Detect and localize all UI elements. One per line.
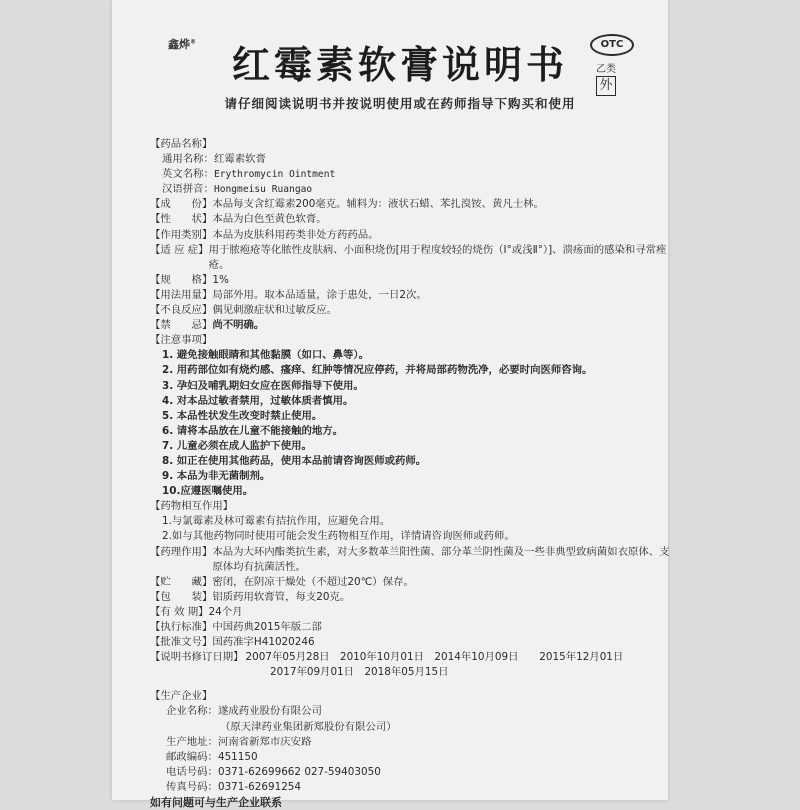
field-label: 邮政编码： — [166, 750, 218, 763]
section-drug-name: 【药品名称】 — [150, 138, 213, 150]
field-row — [150, 228, 670, 243]
list-item: 1. 避免接触眼睛和其他黏膜（如口、鼻等）。 — [162, 349, 370, 362]
page-title: 红霉素软膏说明书 — [231, 42, 568, 87]
fax-row — [150, 780, 670, 795]
field-value: 451150 — [217, 750, 258, 763]
field-value: Hongmeisu Ruangao — [213, 184, 313, 196]
list-item: 6. 请将本品放在儿童不能接触的地方。 — [162, 424, 344, 437]
field-label: 汉语拼音： — [162, 183, 214, 196]
field-label: 【作用类别】 — [150, 228, 213, 241]
section-precautions: 【注意事项】 — [150, 334, 213, 347]
field-value: 密闭，在阴凉干燥处（不超过20℃）保存。 — [212, 575, 414, 588]
field-value: 1% — [212, 273, 229, 286]
list-item: 4. 对本品过敏者禁用，过敏体质者慎用。 — [162, 394, 354, 407]
list-item: 10.应遵医嘱使用。 — [162, 485, 254, 498]
field-label: 【适 应 症】 — [150, 243, 209, 256]
field-label: 【批准文号】 — [150, 636, 213, 649]
field-label: 电话号码： — [166, 765, 218, 778]
field-row — [150, 243, 670, 273]
postcode-row — [150, 750, 670, 765]
generic-name-row — [150, 152, 670, 167]
field-value: 国药准字H41020246 — [212, 636, 315, 649]
field-row — [150, 318, 670, 333]
revision-label: 【说明书修订日期】 — [150, 651, 244, 664]
field-row — [150, 620, 670, 635]
field-value: 红霉素软膏 — [213, 153, 266, 166]
field-value: 0371-62699662 027-59403050 — [217, 765, 381, 778]
field-value: 本品每支含红霉素200毫克。辅料为：液状石蜡、苯扎溴铵、黄凡士林。 — [212, 198, 544, 211]
field-label: 【禁 忌】 — [150, 319, 213, 332]
field-label: 英文名称： — [162, 168, 214, 181]
address-row — [150, 735, 670, 750]
section-manufacturer: 【生产企业】 — [150, 690, 213, 703]
list-item: 9. 本品为非无菌制剂。 — [162, 470, 271, 483]
field-row — [150, 545, 670, 575]
field-value: 本品为白色至黄色软膏。 — [212, 213, 327, 226]
field-label: 【成 份】 — [150, 198, 213, 211]
list-item: 2.如与其他药物同时使用可能会发生药物相互作用，详情请咨询医师或药师。 — [162, 530, 515, 543]
list-item: 1.与氯霉素及林可霉素有拮抗作用，应避免合用。 — [162, 515, 391, 528]
field-label: 【用法用量】 — [150, 288, 213, 301]
former-name: （原天津药业集团新郑股份有限公司） — [220, 720, 397, 733]
field-row — [150, 212, 670, 227]
field-label: 【贮 藏】 — [150, 575, 213, 588]
field-label: 【有 效 期】 — [150, 605, 209, 618]
field-label: 传真号码： — [166, 780, 218, 793]
otc-badge: OTC — [590, 34, 634, 56]
external-use-badge: 外 — [596, 76, 616, 96]
field-label: 【性 状】 — [150, 213, 213, 226]
field-value: 中国药典2015年版二部 — [212, 621, 322, 633]
english-name-row — [150, 167, 670, 182]
revision-dates: 2017年09月01日 2018年05月15日 — [270, 666, 449, 679]
list-item: 8. 如正在使用其他药品，使用本品前请咨询医师或药师。 — [162, 454, 427, 467]
category-label: 乙类 — [596, 64, 616, 75]
field-row — [150, 197, 670, 212]
field-row — [150, 590, 670, 605]
phone-row — [150, 765, 670, 780]
field-value: 24个月 — [208, 605, 243, 618]
list-item: 5. 本品性状发生改变时禁止使用。 — [162, 409, 323, 422]
field-value: 局部外用。取本品适量，涂于患处，一日2次。 — [212, 288, 427, 301]
list-item: 2. 用药部位如有烧灼感、瘙痒、红肿等情况应停药，并将局部药物洗净，必要时向医师咨询。 — [162, 364, 593, 377]
field-value: 尚不明确。 — [212, 319, 265, 332]
contact-note: 如有问题可与生产企业联系 — [150, 796, 282, 810]
field-label: 【不良反应】 — [150, 304, 213, 317]
field-value: 河南省新郑市庆安路 — [217, 735, 312, 748]
field-value: 铝质药用软膏管，每支20克。 — [212, 590, 351, 603]
field-row — [150, 635, 670, 650]
brand-logo: 鑫烨® — [168, 38, 196, 51]
list-item: 7. 儿童必须在成人监护下使用。 — [162, 439, 312, 452]
field-value: 本品为大环内酯类抗生素，对大多数革兰阳性菌、部分革兰阴性菌及一些非典型致病菌如衣原体、支原体均有抗菌活性。 — [212, 545, 670, 573]
list-item: 3. 孕妇及哺乳期妇女应在医师指导下使用。 — [162, 379, 364, 392]
field-value: 用于脓疱疮等化脓性皮肤病、小面积烧伤[用于程度较轻的烧伤（Ⅰ°或浅Ⅱ°）]、溃疡面的感染和寻常痤疮。 — [208, 243, 667, 271]
field-row — [150, 273, 670, 288]
field-label: 通用名称： — [162, 153, 214, 166]
field-label: 【规 格】 — [150, 273, 213, 286]
field-row — [150, 605, 670, 620]
field-label: 【包 装】 — [150, 590, 213, 603]
field-row — [150, 303, 670, 318]
field-value: 本品为皮肤科用药类非处方药药品。 — [212, 228, 379, 241]
field-label: 生产地址： — [166, 735, 218, 748]
field-label: 企业名称： — [166, 705, 218, 718]
pinyin-name-row — [150, 182, 670, 197]
field-label: 【执行标准】 — [150, 621, 213, 633]
field-value: 遂成药业股份有限公司 — [217, 705, 322, 718]
field-value: 0371-62691254 — [217, 780, 302, 793]
manufacturer-name-row — [150, 704, 670, 719]
field-row — [150, 575, 670, 590]
leaflet-content — [150, 137, 670, 810]
field-value: Erythromycin Ointment — [213, 169, 336, 181]
field-label: 【药理作用】 — [150, 545, 213, 558]
field-value: 偶见刺激症状和过敏反应。 — [212, 304, 338, 317]
field-row — [150, 288, 670, 303]
section-interactions: 【药物相互作用】 — [150, 500, 234, 513]
revision-row — [150, 650, 670, 665]
subtitle: 请仔细阅读说明书并按说明使用或在药师指导下购买和使用 — [224, 96, 576, 111]
revision-dates: 2007年05月28日 2010年10月01日 2014年10月09日 2015年12月01日 — [245, 651, 624, 664]
